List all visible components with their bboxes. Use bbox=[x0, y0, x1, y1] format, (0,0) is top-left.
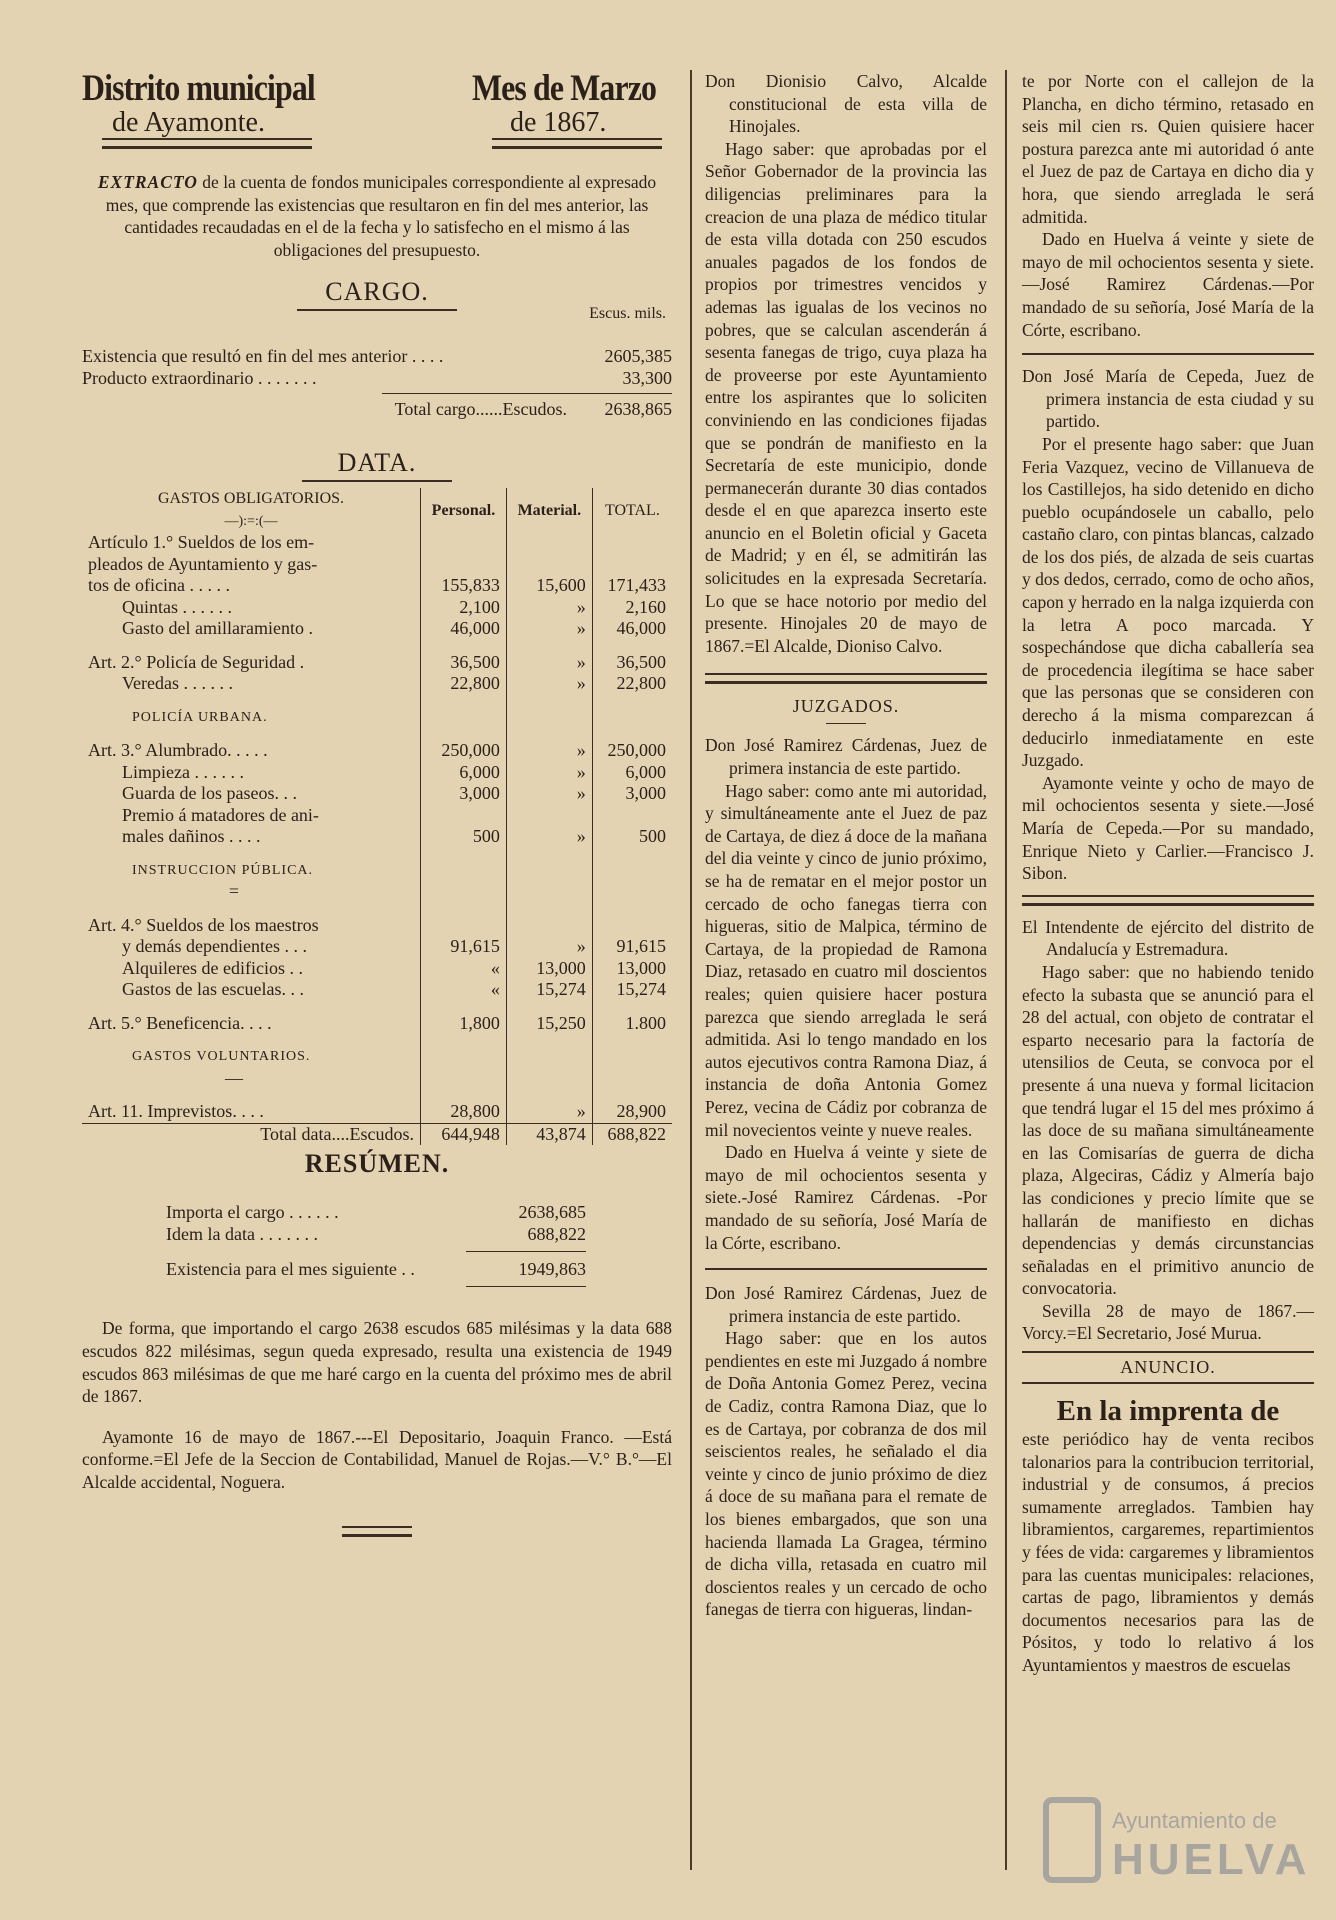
judge-heading: Don José Ramirez Cárdenas, Juez de primera instancia de este partido. bbox=[705, 1283, 987, 1326]
divider bbox=[382, 393, 672, 394]
table-row bbox=[82, 1089, 672, 1101]
row-total bbox=[592, 554, 672, 576]
table-row bbox=[82, 881, 672, 903]
row-total bbox=[592, 1001, 672, 1013]
row-personal: 155,833 bbox=[421, 575, 507, 597]
cargo-row-value: 2605,385 bbox=[604, 346, 672, 367]
cargo-row bbox=[82, 367, 672, 389]
intro-body: de la cuenta de fondos municipales correspondiente al expresado mes, que comprende las existencias que resultaron en fin del mes anterior, las cantidades recaudadas en el de la fecha y lo satisfecho en el mismo á las obligaciones del presupuesto. bbox=[105, 172, 657, 260]
divider bbox=[1022, 895, 1314, 906]
row-label: Alquileres de edificios . . bbox=[122, 957, 303, 978]
table-row bbox=[82, 618, 672, 640]
row-material: 15,274 bbox=[506, 979, 592, 1001]
table-row bbox=[82, 707, 672, 729]
row-total: 46,000 bbox=[592, 618, 672, 640]
row-label: Gastos de las escuelas. . . bbox=[122, 979, 304, 1000]
row-personal bbox=[421, 881, 507, 903]
table-row bbox=[82, 783, 672, 805]
existencia-row bbox=[166, 1258, 586, 1280]
table-row bbox=[82, 740, 672, 762]
row-material: » bbox=[506, 762, 592, 784]
row-total bbox=[592, 915, 672, 937]
row-material bbox=[506, 707, 592, 729]
row-total: 1.800 bbox=[592, 1013, 672, 1035]
row-personal: 1,800 bbox=[421, 1013, 507, 1035]
row-label: males dañinos . . . . bbox=[122, 826, 261, 847]
row-personal bbox=[421, 1046, 507, 1068]
row-personal bbox=[421, 1001, 507, 1013]
row-personal: 22,800 bbox=[421, 673, 507, 695]
row-personal: 46,000 bbox=[421, 618, 507, 640]
row-personal: 28,800 bbox=[421, 1101, 507, 1123]
divider bbox=[302, 480, 452, 482]
cargo-title: CARGO. bbox=[325, 277, 429, 307]
row-total: 36,500 bbox=[592, 652, 672, 674]
row-total bbox=[592, 848, 672, 860]
row-total bbox=[592, 881, 672, 903]
row-total bbox=[592, 707, 672, 729]
row-label: Premio á matadores de ani- bbox=[122, 804, 319, 825]
month-title: Mes de Marzo bbox=[472, 68, 657, 109]
row-material bbox=[506, 805, 592, 827]
table-row bbox=[82, 1101, 672, 1123]
judge-notice: Por el presente hago saber: que Juan Feria Vazquez, vecino de Villanueva de los Castillejos, ha sido detenido en dicho pueblo ocupándosele un caballo, pelo castaño claro, con pintas blancas, calzado de los dos piés, de alzada de seis cuartas y dos dedos, cerrado, como de ocho años, capon y herrado en la nalga izquierda con la letra A poco marcada. Y sospechándose que dicha caballería sea de procedencia ilegítima se hace saber que las personas que se consideren con derecho á la misma comparezcan á deducirlo inmediatamente en este Juzgado. bbox=[1022, 433, 1315, 771]
row-total: 91,615 bbox=[592, 936, 672, 958]
judge-signature: Dado en Huelva á veinte y siete de mayo de mil ochocientos sesenta y siete.-José Ramirez Cárdenas. -Por mandado de su señoría, José María de la Córte, escribano. bbox=[705, 1142, 987, 1253]
row-material: » bbox=[506, 783, 592, 805]
row-total: 13,000 bbox=[592, 958, 672, 980]
row-total: 250,000 bbox=[592, 740, 672, 762]
shield-icon bbox=[1046, 1800, 1098, 1880]
divider bbox=[705, 673, 987, 684]
table-row bbox=[82, 903, 672, 915]
resumen-row-label: Idem la data . . . . . . . bbox=[166, 1224, 318, 1245]
row-material bbox=[506, 532, 592, 554]
row-personal bbox=[421, 707, 507, 729]
cargo-units-label: Escus. mils. bbox=[589, 305, 666, 323]
table-row bbox=[82, 1013, 672, 1035]
row-personal: « bbox=[421, 979, 507, 1001]
row-material bbox=[506, 1001, 592, 1013]
divider bbox=[826, 723, 866, 724]
data-title: DATA. bbox=[337, 448, 417, 478]
header-material: Material. bbox=[506, 488, 592, 532]
intendente-notice: Hago saber: que no habiendo tenido efecto la subasta que se anunció para el 28 del actual, con objeto de contratar el esparto necesario para la factoría de utensilios de Ceuta, se convoca por el presente á una nueva y formal licitacion que tendrá lugar el 15 del mes próximo á las doce de su mañana simultáneamente en las Comisarías de guerra de dicha plaza, Algeciras, Cádiz y Almería bajo las condiciones y precio límite que se hallarán de manifiesto en dichas dependencias y demás circunstancias señaladas en el primitivo anuncio de convocatoria. bbox=[1022, 961, 1314, 1299]
row-label bbox=[82, 1034, 421, 1046]
table-body bbox=[82, 532, 672, 1123]
row-personal: 500 bbox=[421, 826, 507, 848]
row-label bbox=[82, 848, 421, 860]
table-row bbox=[82, 532, 672, 554]
row-label: Art. 5.° Beneficencia. . . . bbox=[88, 1012, 272, 1033]
notices-column bbox=[705, 70, 987, 1621]
district-heading bbox=[82, 70, 342, 149]
row-total bbox=[592, 1068, 672, 1090]
divider bbox=[705, 1268, 987, 1270]
row-label: y demás dependientes . . . bbox=[122, 936, 307, 957]
account-column bbox=[82, 70, 672, 1537]
ornament: —):=:(— bbox=[224, 513, 278, 529]
column-rule bbox=[690, 70, 692, 1870]
table-row bbox=[82, 1001, 672, 1013]
intendente-heading: El Intendente de ejército del distrito de Andalucía y Estremadura. bbox=[1022, 916, 1314, 960]
total-total: 688,822 bbox=[592, 1123, 672, 1145]
table-row bbox=[82, 915, 672, 937]
row-label: = bbox=[228, 881, 240, 902]
row-personal bbox=[421, 728, 507, 740]
table-row bbox=[82, 762, 672, 784]
row-total bbox=[592, 860, 672, 882]
divider bbox=[1022, 1351, 1314, 1353]
row-total bbox=[592, 1089, 672, 1101]
closing-text: De forma, que importando el cargo 2638 escudos 685 milésimas y la data 688 escudos 822 milésimas, segun queda expresado, resulta una existencia de 1949 escudos 863 milésimas de que me haré cargo en la cuenta del próximo mes de abril de 1867. bbox=[82, 1318, 672, 1407]
row-total: 171,433 bbox=[592, 575, 672, 597]
row-material bbox=[506, 554, 592, 576]
table-row bbox=[82, 695, 672, 707]
row-total bbox=[592, 695, 672, 707]
row-personal bbox=[421, 1034, 507, 1046]
anuncio-text: este periódico hay de venta recibos talonarios para la contribucion territorial, industrial y de consumos, á precios sumamente arreglados. Tambien hay libramientos, cargaremes, repartimientos y fées de vida: cargaremes y libramientos para las cuentas municipales: relaciones, cartas de pago, libramientos y demás documentos necesarios para las de Pósitos, y todo lo relativo á los Ayuntamientos y maestros de escuelas bbox=[1022, 1429, 1314, 1675]
row-label: pleados de Ayuntamiento y gas- bbox=[88, 553, 318, 574]
row-label bbox=[82, 695, 421, 707]
divider bbox=[102, 138, 312, 149]
row-material bbox=[506, 728, 592, 740]
divider bbox=[1022, 353, 1314, 355]
row-label: tos de oficina . . . . . bbox=[88, 575, 230, 596]
row-material bbox=[506, 915, 592, 937]
imprenta-heading: En la imprenta de bbox=[1056, 1395, 1280, 1428]
notice-continuation: te por Norte con el callejon de la Plancha, en dicho término, retasado en seis mil cien rs. Quien quisiere hacer postura parezca ante mi autoridad ó ante el Juez de paz de Cartaya en dicho dia y hora, que siendo arreglada le será admitida. bbox=[1022, 71, 1314, 227]
table-row bbox=[82, 979, 672, 1001]
row-label bbox=[82, 903, 421, 915]
cargo-total-row bbox=[82, 398, 672, 420]
row-material bbox=[506, 1046, 592, 1068]
divider bbox=[492, 138, 662, 149]
row-material bbox=[506, 640, 592, 652]
row-label: Artículo 1.° Sueldos de los em- bbox=[88, 532, 315, 553]
table-row bbox=[82, 728, 672, 740]
month-subtitle: de 1867. bbox=[510, 107, 607, 138]
juzgados-title: JUZGADOS. bbox=[792, 696, 900, 717]
row-label: Gasto del amillaramiento . bbox=[122, 618, 313, 639]
expenses-table bbox=[82, 488, 672, 1145]
alcalde-notice: Hago saber: que aprobadas por el Señor Gobernador de la provincia las diligencias preliminares para la creacion de una plaza de médico titular de esta villa dotada con 250 escudos anuales pagados de los fondos de propios por trimestres vencidos y ademas las igualas de los vecinos no pobres, que se calculan ascenderán á sesenta fanegas de trigo, cuya plaza ha de proveerse por este Ayuntamiento entre los aspirantes que lo soliciten conviniendo en las condiciones fijadas que se pondrán de manifiesto en la Secretaría de este municipio, donde permanecerán durante 30 dias contados desde el en que aparezca inserto este anuncio en el Boletin oficial y Gaceta de Madrid; y en él, se admitirán las solicitudes en la expresada Secretaría. Lo que se hace notorio por medio del presente. Hinojales 20 de mayo de 1867.=El Alcalde, Dioniso Calvo. bbox=[705, 138, 987, 656]
table-row bbox=[82, 936, 672, 958]
row-personal: 3,000 bbox=[421, 783, 507, 805]
row-material: 13,000 bbox=[506, 958, 592, 980]
row-total bbox=[592, 532, 672, 554]
row-total bbox=[592, 640, 672, 652]
row-label: Quintas . . . . . . bbox=[122, 596, 232, 617]
table-row bbox=[82, 826, 672, 848]
resumen-row bbox=[166, 1223, 586, 1245]
row-material bbox=[506, 860, 592, 882]
total-label: Total data....Escudos. bbox=[260, 1123, 414, 1144]
judge-notice: Hago saber: como ante mi autoridad, y simultáneamente ante el Juez de paz de Cartaya, de diez á doce de la mañana del dia veinte y cinco de junio próximo, se ha de rematar en el mejor postor un cercado de ocho fanegas tierra con higueras, sitio de Malpica, término de Cartaya, de la propiedad de Ramona Diaz, retasado en cuatro mil doscientos reales; quien quisiere hacer postura parezca que siendo arreglada le será admitida. Asi lo tengo mandado en los autos ejecutivos contra Ramona Diaz, á instancia de doña Antonia Gomez Perez, vecina de Cádiz por cobranza de mil novecientos veinte y nueve reales. bbox=[705, 780, 987, 1140]
row-label: INSTRUCCION PÚBLICA. bbox=[132, 862, 314, 878]
masthead bbox=[82, 70, 672, 149]
row-personal bbox=[421, 1068, 507, 1090]
judge-signature: Dado en Huelva á veinte y siete de mayo de mil ochocientos sesenta y siete.—José Ramirez Cárdenas.—Por mandado de su señoría, José María de la Córte, escribano. bbox=[1022, 229, 1314, 340]
divider bbox=[342, 1526, 412, 1537]
notices-column bbox=[1022, 70, 1314, 1677]
row-label: Art. 2.° Policía de Seguridad . bbox=[88, 651, 305, 672]
column-rule bbox=[1005, 70, 1007, 1870]
row-material: » bbox=[506, 597, 592, 619]
row-material bbox=[506, 848, 592, 860]
row-material: » bbox=[506, 740, 592, 762]
row-personal: 250,000 bbox=[421, 740, 507, 762]
row-label bbox=[82, 728, 421, 740]
watermark-line1: Ayuntamiento de bbox=[1112, 1808, 1277, 1833]
resumen-row bbox=[166, 1201, 586, 1223]
row-total bbox=[592, 1034, 672, 1046]
row-label: Art. 3.° Alumbrado. . . . . bbox=[88, 740, 268, 761]
cargo-row bbox=[82, 345, 672, 367]
table-row bbox=[82, 640, 672, 652]
row-personal bbox=[421, 848, 507, 860]
cargo-total-label: Total cargo......Escudos. bbox=[394, 399, 567, 420]
table-row bbox=[82, 575, 672, 597]
row-material bbox=[506, 1034, 592, 1046]
month-heading bbox=[472, 70, 672, 149]
table-row bbox=[82, 860, 672, 882]
row-material bbox=[506, 881, 592, 903]
resumen-row-value: 688,822 bbox=[527, 1224, 586, 1245]
header-personal: Personal. bbox=[421, 488, 507, 532]
row-personal: 91,615 bbox=[421, 936, 507, 958]
cargo-row-label: Producto extraordinario . . . . . . . bbox=[82, 368, 317, 389]
row-label: GASTOS VOLUNTARIOS. bbox=[132, 1049, 311, 1065]
row-personal: « bbox=[421, 958, 507, 980]
row-label: Guarda de los paseos. . . bbox=[122, 783, 297, 804]
total-personal: 644,948 bbox=[421, 1123, 507, 1145]
existencia-value: 1949,863 bbox=[518, 1259, 586, 1280]
row-material bbox=[506, 695, 592, 707]
table-row bbox=[82, 1068, 672, 1090]
signature-text: Ayamonte 16 de mayo de 1867.---El Depositario, Joaquin Franco. —Está conforme.=El Jefe de la Seccion de Contabilidad, Manuel de Rojas.—V.° B.°—El Alcalde accidental, Noguera. bbox=[82, 1426, 672, 1492]
intendente-signature: Sevilla 28 de mayo de 1867.—Vorcy.=El Secretario, José Murua. bbox=[1022, 1300, 1314, 1344]
existencia-label: Existencia para el mes siguiente . . bbox=[166, 1259, 415, 1280]
row-personal bbox=[421, 903, 507, 915]
row-personal bbox=[421, 915, 507, 937]
table-row bbox=[82, 958, 672, 980]
row-material: 15,600 bbox=[506, 575, 592, 597]
row-material bbox=[506, 1068, 592, 1090]
anuncio-title: ANUNCIO. bbox=[1120, 1357, 1216, 1378]
judge-heading: Don José María de Cepeda, Juez de primera instancia de esta ciudad y su partido. bbox=[1022, 366, 1314, 432]
row-label bbox=[82, 1089, 421, 1101]
divider bbox=[466, 1286, 586, 1287]
row-total bbox=[592, 903, 672, 915]
row-total: 22,800 bbox=[592, 673, 672, 695]
row-total: 500 bbox=[592, 826, 672, 848]
header-total: TOTAL. bbox=[592, 488, 672, 532]
judge-notice: Hago saber: que en los autos pendientes en este mi Juzgado á nombre de Doña Antonia Gomez Perez, vecina de Cadiz, contra Ramona Diaz, que lo es de Cartaya, por cobranza de dos mil seiscientos reales, he señalado el dia veinte y cinco de junio próximo de diez á doce de su mañana para el remate de los bienes embargados, que son una hacienda llamada La Gragea, término de dicha villa, retasada en cuatro mil doscientos reales y un cercado de ocho fanegas de tierra con higueras, lindan- bbox=[705, 1328, 987, 1620]
header-gastos bbox=[82, 488, 421, 532]
resumen-list bbox=[166, 1201, 586, 1287]
row-material: » bbox=[506, 618, 592, 640]
row-total: 28,900 bbox=[592, 1101, 672, 1123]
table-row bbox=[82, 673, 672, 695]
intro-text bbox=[82, 171, 672, 261]
row-material: » bbox=[506, 826, 592, 848]
cargo-list bbox=[82, 345, 672, 420]
row-personal bbox=[421, 805, 507, 827]
row-label: POLICÍA URBANA. bbox=[132, 709, 268, 725]
row-material: » bbox=[506, 1101, 592, 1123]
row-material bbox=[506, 1089, 592, 1101]
row-label bbox=[82, 640, 421, 652]
divider bbox=[1022, 1382, 1314, 1384]
row-total: 6,000 bbox=[592, 762, 672, 784]
divider bbox=[466, 1251, 586, 1252]
table-row bbox=[82, 652, 672, 674]
row-material bbox=[506, 903, 592, 915]
row-label: Art. 4.° Sueldos de los maestros bbox=[88, 914, 319, 935]
row-personal bbox=[421, 554, 507, 576]
table-total-row bbox=[82, 1123, 672, 1145]
table-row bbox=[82, 597, 672, 619]
row-label: Art. 11. Imprevistos. . . . bbox=[88, 1101, 264, 1122]
row-personal bbox=[421, 860, 507, 882]
row-material: » bbox=[506, 673, 592, 695]
header-gastos-label: GASTOS OBLIGATORIOS. bbox=[157, 490, 345, 508]
intro-lead: EXTRACTO bbox=[97, 172, 198, 192]
row-personal bbox=[421, 640, 507, 652]
row-label: Veredas . . . . . . bbox=[122, 673, 233, 694]
row-material: » bbox=[506, 652, 592, 674]
alcalde-heading: Don Dionisio Calvo, Alcalde constitucional de esta villa de Hinojales. bbox=[705, 71, 987, 137]
judge-heading: Don José Ramirez Cárdenas, Juez de primera instancia de este partido. bbox=[705, 735, 987, 779]
row-personal: 2,100 bbox=[421, 597, 507, 619]
row-total bbox=[592, 1046, 672, 1068]
total-material: 43,874 bbox=[506, 1123, 592, 1145]
row-label: Limpieza . . . . . . bbox=[122, 761, 244, 782]
row-total: 2,160 bbox=[592, 597, 672, 619]
district-subtitle: de Ayamonte. bbox=[112, 107, 265, 138]
cargo-row-label: Existencia que resultó en fin del mes anterior . . . . bbox=[82, 346, 444, 367]
table-row bbox=[82, 848, 672, 860]
row-personal: 6,000 bbox=[421, 762, 507, 784]
table-header bbox=[82, 488, 672, 532]
cargo-row-value: 33,300 bbox=[622, 368, 672, 389]
row-personal bbox=[421, 1089, 507, 1101]
row-personal: 36,500 bbox=[421, 652, 507, 674]
table-row bbox=[82, 554, 672, 576]
row-material: 15,250 bbox=[506, 1013, 592, 1035]
resumen-title: RESÚMEN. bbox=[304, 1149, 450, 1179]
district-title: Distrito municipal bbox=[82, 68, 315, 109]
row-total: 15,274 bbox=[592, 979, 672, 1001]
table-row bbox=[82, 1046, 672, 1068]
table-row bbox=[82, 1034, 672, 1046]
row-label bbox=[82, 1001, 421, 1013]
row-total bbox=[592, 805, 672, 827]
resumen-row-value: 2638,685 bbox=[518, 1202, 586, 1223]
cargo-total-value: 2638,865 bbox=[604, 399, 672, 420]
row-personal bbox=[421, 695, 507, 707]
watermark-line2: HUELVA bbox=[1112, 1835, 1310, 1884]
row-personal bbox=[421, 532, 507, 554]
row-material: » bbox=[506, 936, 592, 958]
ayuntamiento-watermark bbox=[1040, 1790, 1310, 1890]
row-label: — bbox=[225, 1067, 243, 1088]
resumen-row-label: Importa el cargo . . . . . . bbox=[166, 1202, 339, 1223]
row-total: 3,000 bbox=[592, 783, 672, 805]
row-total bbox=[592, 728, 672, 740]
table-row bbox=[82, 805, 672, 827]
judge-signature: Ayamonte veinte y ocho de mayo de mil ochocientos sesenta y siete.—José María de Cepeda.—Por su mandado, Enrique Nieto y Carlier.—Francisco J. Sibon. bbox=[1022, 772, 1314, 884]
